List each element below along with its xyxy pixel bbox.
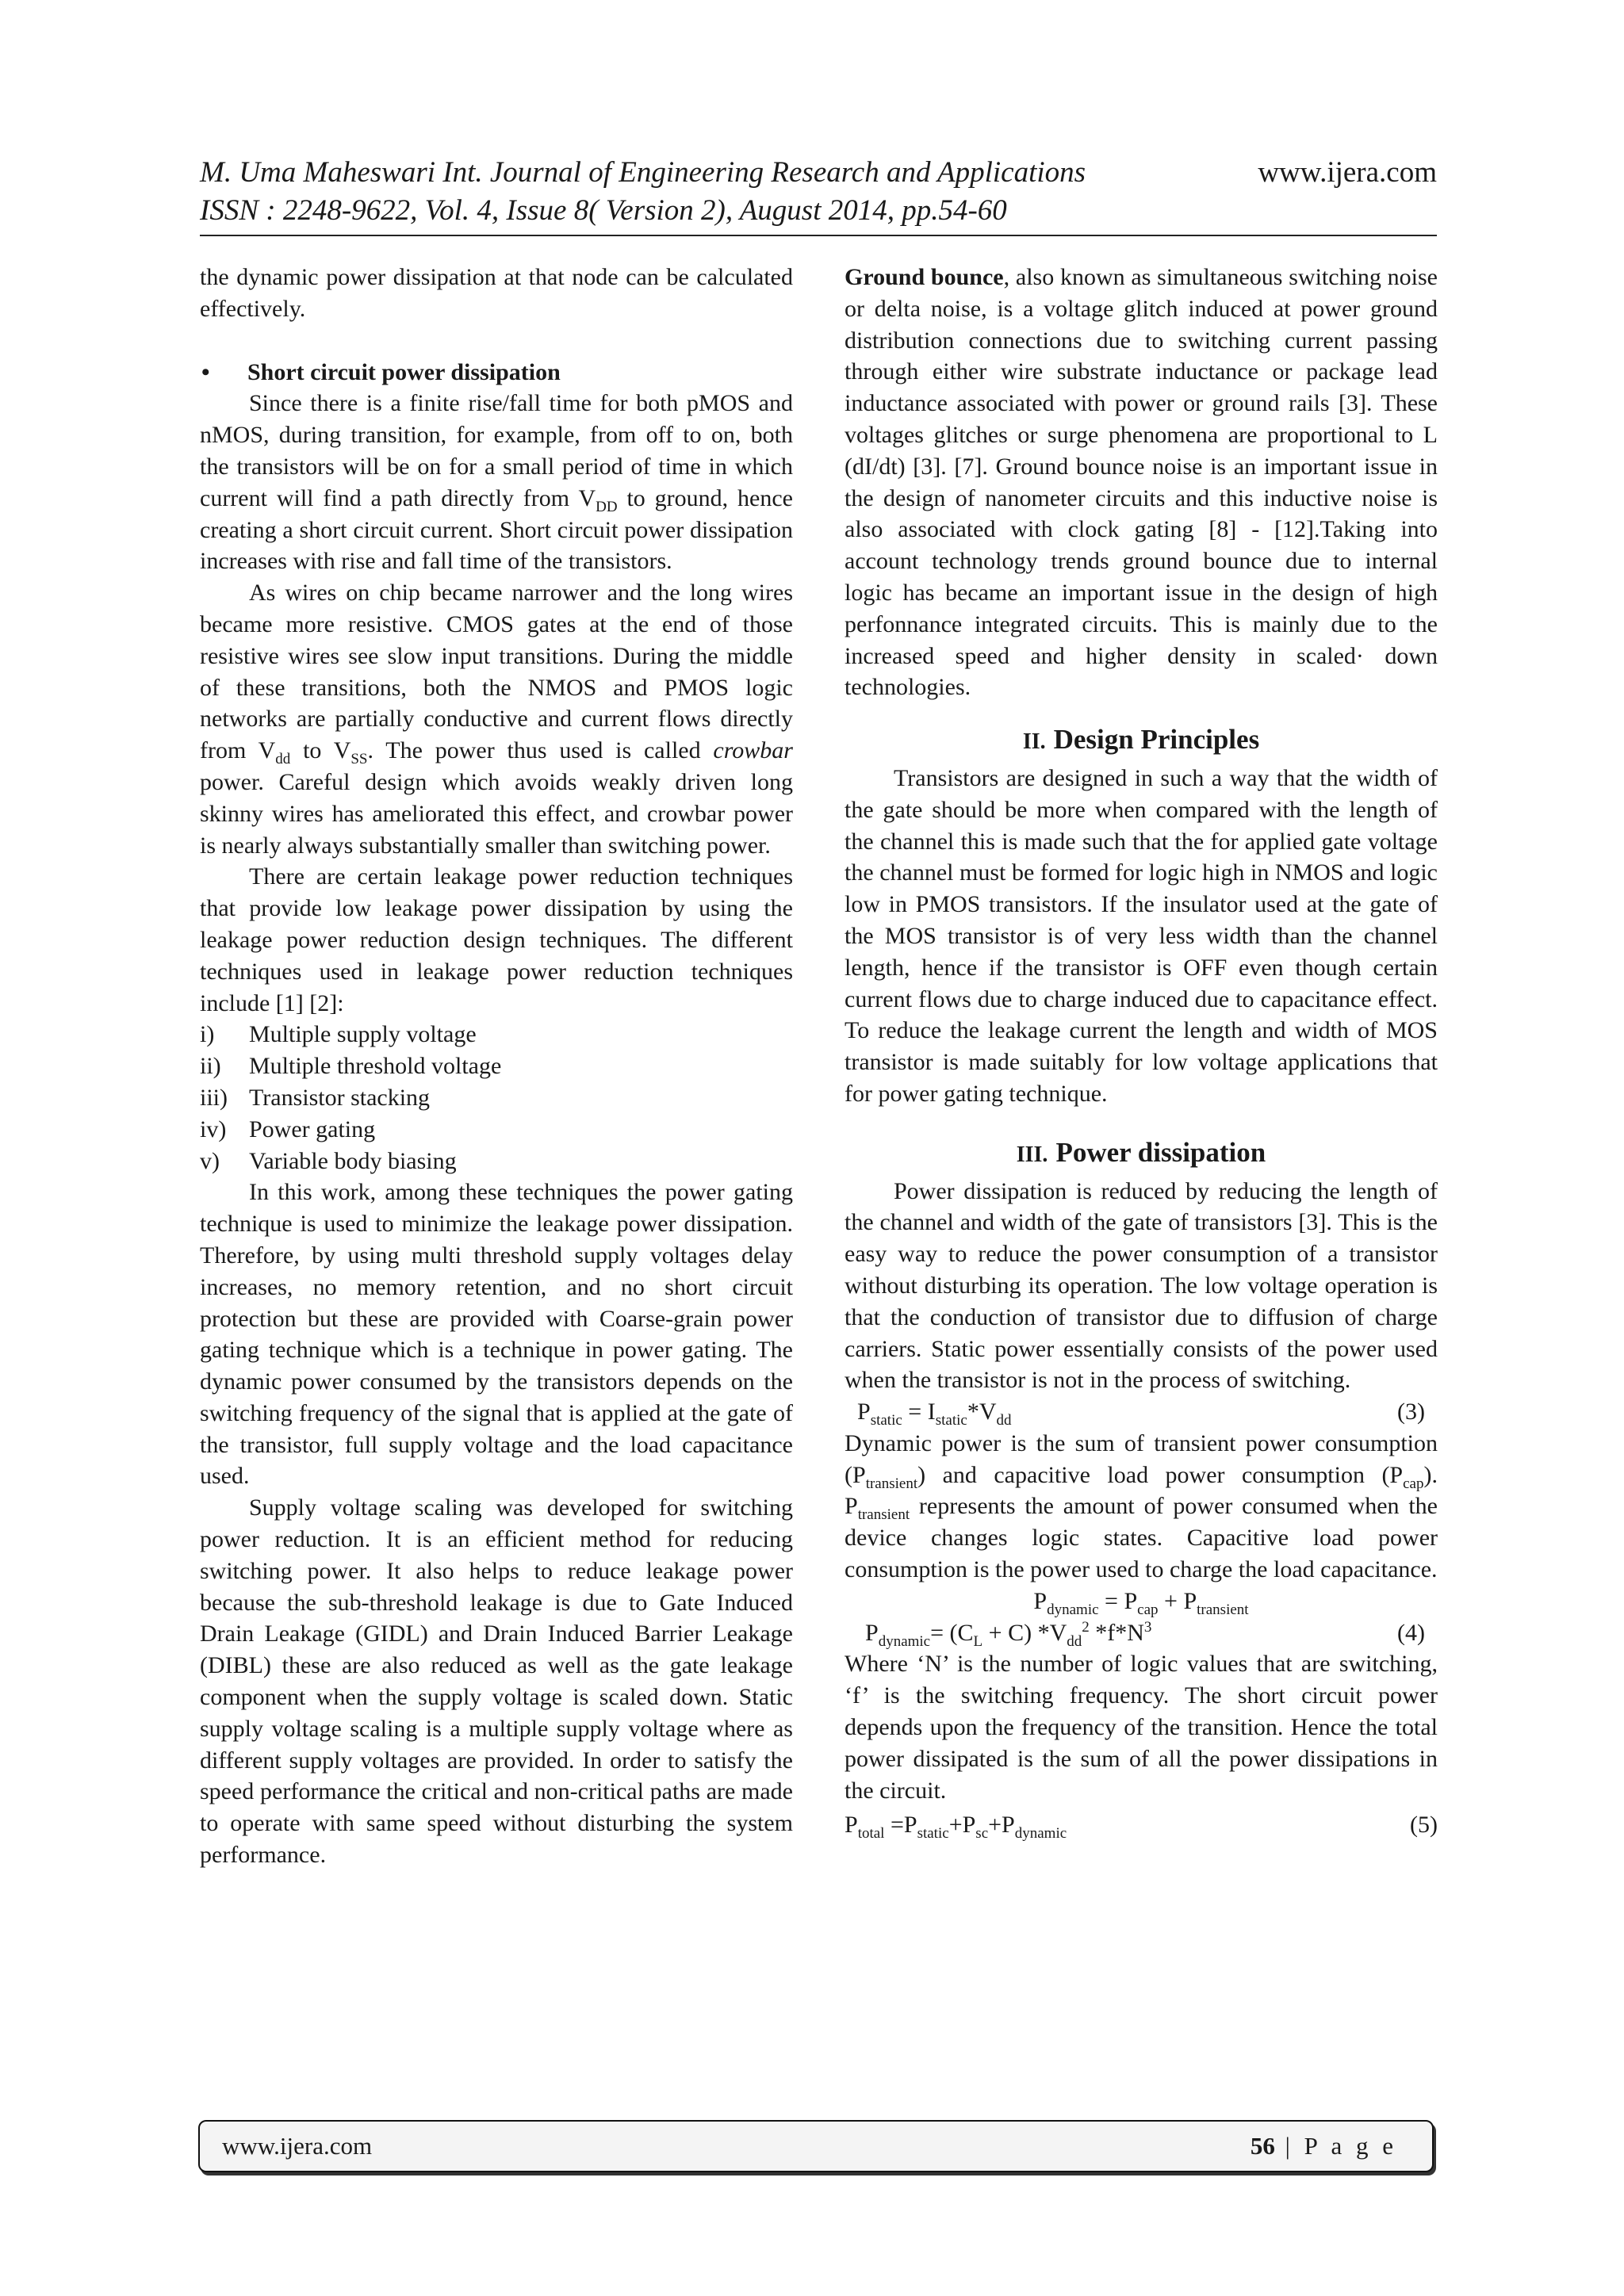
footer-url[interactable]: www.ijera.com [222, 2132, 373, 2160]
bullet-icon: • [201, 358, 210, 385]
spacer [200, 325, 793, 357]
paragraph-intro: the dynamic power dissipation at that node can be calculated effectively. [200, 264, 793, 322]
issn-line: ISSN : 2248-9622, Vol. 4, Issue 8( Version 2), August 2014, pp.54-60 [200, 194, 1007, 227]
paragraph-design-principles: Transistors are designed in such a way that the width of the gate should be more when compared with the length of the channel this is made such that the for applied gate voltage the channel must be formed for logic high in NMOS and logic low in PMOS transistors. If the insulator used at the gate of the MOS transistor is of very less width than the channel length, hence if the transistor is OFF even though certain current flows due to charge induced due to capacitance effect. To reduce the leakage current the length and width of MOS transistor is made suitably for low voltage applications that for power gating technique. [845, 764, 1438, 1107]
equation-number: (3) [1397, 1399, 1425, 1425]
paragraph-ground-bounce: Ground bounce, also known as simultaneous switching noise or delta noise, is a voltage glitch induced at power ground distribution connections due to switching current passing through either wire substrate inductance or package lead inductance associated with power or ground rails [3]. These voltages glitches or surge phenomena are proportional to L (dI/dt) [3]. [7]. Ground bounce noise is an important issue in the design of nanometer circuits and this inductive noise is also associated with clock gating [8] - [12].Taking into account technology trends ground bounce due to internal logic has became an important issue in the design of high perfonnance integrated circuits. This is mainly due to the increased speed and higher density in scaled· down technologies. [845, 264, 1438, 701]
left-column [200, 262, 793, 1871]
paragraph-dynamic-power: Dynamic power is the sum of transient power consumption $(P_{transient})$ and capacitive load power consumption $(P_{cap})$. $P_{transient}$ represents the amount of power consumed when the device changes logic states. Capacitive load power consumption is the power used to charge the load capacitance. [845, 1429, 1438, 1583]
header-divider [200, 235, 1437, 236]
list-item: i) Multiple supply voltage [200, 1021, 477, 1048]
section-heading-power-dissipation: III. Power dissipation [1016, 1136, 1266, 1168]
technique-list [200, 1019, 793, 1177]
section-heading-design-principles: II. Design Principles [1022, 724, 1260, 756]
list-item: ii) Multiple threshold voltage [200, 1053, 502, 1080]
equation-4: $P_{dynamic}= (C_L + C)$ $*V_{dd}^2$ $*f*N^3$ (4) [865, 1618, 1425, 1650]
paragraph-power-dissipation: Power dissipation is reduced by reducing the length of the channel and width of the gate of transistors [3]. This is the easy way to reduce the power consumption of a transistor without disturbing its operation. The low voltage operation is that the conduction of transistor due to diffusion of charge carriers. Static power essentially consists of the power used when the transistor is not in the process of switching. [845, 1177, 1438, 1394]
equation-3: $P_{static} = I_{static}*V_{dd}$ (3) [845, 1396, 1438, 1428]
page-number: 56 | P a g e [1250, 2132, 1397, 2160]
paragraph-leakage: There are certain leakage power reduction techniques that provide low leakage power dissipation by using the leakage power reduction design techniques. The different techniques used in leakage power reduction techniques include [1] [2]: [200, 863, 793, 1016]
paragraph-crowbar: As wires on chip became narrower and the long wires became more resistive. CMOS gates at the end of those resistive wires see slow input transitions. During the middle of these transitions, both the NMOS and PMOS logic networks are partially conductive and current flows directly from $V_{dd}$ to $V_{SS}$. The power thus used is called crowbar power. Careful design which avoids weakly driven long skinny wires has ameliorated this effect, and crowbar power is nearly always substantially smaller than switching power. [200, 580, 793, 859]
journal-citation: M. Uma Maheswari Int. Journal of Engineering Research and Applications [200, 156, 1086, 189]
list-item: v) Variable body biasing [200, 1147, 457, 1174]
header-line-1 [200, 154, 1437, 192]
equation-5: $P_{total} =P_{static}+P_{sc}+P_{dynamic}$ (5) [845, 1809, 1438, 1841]
paragraph-voltage-scaling: Supply voltage scaling was developed for switching power reduction. It is an efficient method for reducing switching power. It also helps to reduce leakage power because the sub-threshold leakage is due to Gate Induced Drain Leakage (GIDL) and Drain Induced Barrier Leakage (DIBL) these are also reduced as well as the gate leakage component when the supply voltage is scaled down. Static supply voltage scaling is a multiple supply voltage where as different supply voltages are provided. In order to satisfy the speed performance the critical and non-critical paths are made to operate with same speed without disturbing the system performance. [200, 1494, 793, 1869]
paragraph-where: Where ‘N’ is the number of logic values that are switching, ‘f’ is the switching frequency. The short circuit power depends upon the frequency of the transition. Hence the total power dissipated is the sum of all the power dissipations in the circuit. [845, 1651, 1438, 1804]
page-header [200, 154, 1437, 236]
equation-dynamic: $P_{dynamic} = P_{cap} + P_{transient}$ [1033, 1587, 1249, 1618]
right-column [845, 262, 1438, 1841]
bullet-heading [200, 357, 793, 388]
equation-number: (5) [1410, 1812, 1438, 1839]
list-item: iv) Power gating [200, 1115, 376, 1142]
equation-number: (4) [1397, 1619, 1425, 1646]
page-footer [198, 2120, 1434, 2172]
paragraph-power-gating: In this work, among these techniques the power gating technique is used to minimize the leakage power dissipation. Therefore, by using multi threshold supply voltages delay increases, no memory retention, and no short circuit protection but these are provided with Coarse-grain power gating technique which is a technique in power gating. The dynamic power consumed by the transistors depends on the switching frequency of the signal that is applied at the gate of the transistor, full supply voltage and the load capacitance used. [200, 1179, 793, 1490]
list-item: iii) Transistor stacking [200, 1084, 431, 1111]
header-line-2 [200, 192, 1437, 230]
bullet-heading-text: Short circuit power dissipation [247, 358, 561, 385]
header-url[interactable]: www.ijera.com [1258, 156, 1437, 189]
paragraph-short-circuit: Since there is a finite rise/fall time for both pMOS and nMOS, during transition, for example, from off to on, both the transistors will be on for a small period of time in which current will find a path directly from $V_{DD}$ to ground, hence creating a short circuit current. Short circuit power dissipation increases with rise and fall time of the transistors. [200, 390, 793, 575]
